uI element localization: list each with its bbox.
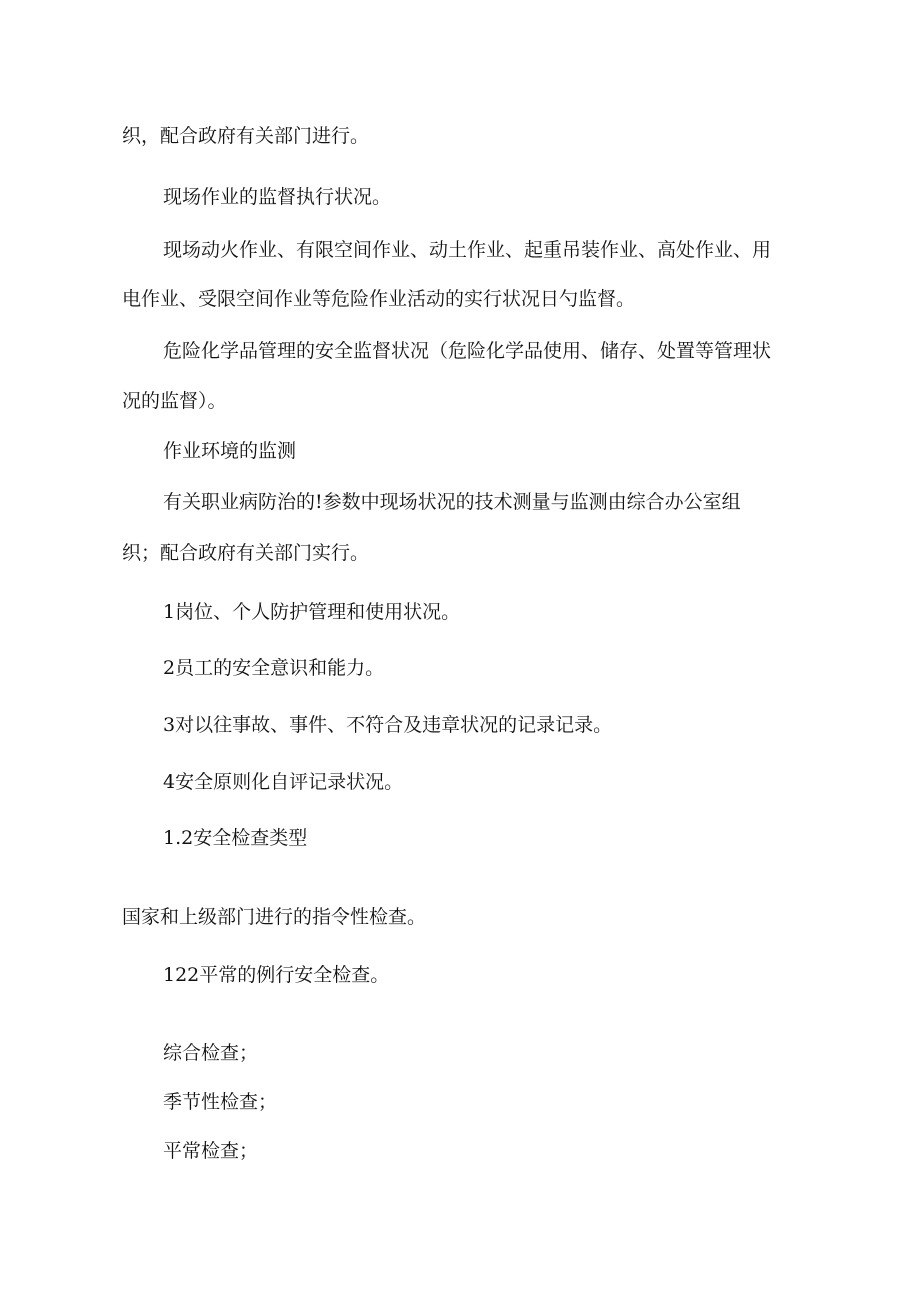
list-item: 1岗位、个人防护管理和使用状况。 [163, 601, 461, 623]
paragraph-line: 电作业、受限空间作业等危险作业活动的实行状况日勺监督。 [122, 288, 636, 310]
section-heading: 122平常的例行安全检查。 [163, 964, 390, 986]
section-heading: 作业环境的监测 [163, 440, 297, 462]
paragraph-line: 织，配合政府有关部门进行。 [122, 125, 370, 147]
paragraph-line: 现场作业的监督执行状况。 [163, 186, 392, 208]
list-item: 4安全原则化自评记录状况。 [163, 771, 404, 793]
list-item: 季节性检查； [163, 1091, 278, 1113]
paragraph-line: 国家和上级部门进行的指令性检查。 [122, 906, 427, 928]
section-heading: 1.2安全检查类型 [163, 827, 308, 849]
paragraph-line: 况的监督）。 [122, 390, 227, 412]
paragraph-line: 现场动火作业、有限空间作业、动土作业、起重吊装作业、高处作业、用 [163, 239, 772, 261]
list-item: 3对以往事故、事件、不符合及违章状况的记录记录。 [163, 714, 613, 736]
list-item: 综合检查； [163, 1042, 259, 1064]
paragraph-line: 有关职业病防治的!参数中现场状况的技术测量与监测由综合办公室组 [163, 491, 741, 513]
list-item: 2员工的安全意识和能力。 [163, 657, 385, 679]
paragraph-line: 织；配合政府有关部门实行。 [122, 542, 370, 564]
list-item: 平常检查； [163, 1140, 259, 1162]
paragraph-line: 危险化学品管理的安全监督状况（危险化学品使用、储存、处置等管理状 [163, 340, 772, 362]
